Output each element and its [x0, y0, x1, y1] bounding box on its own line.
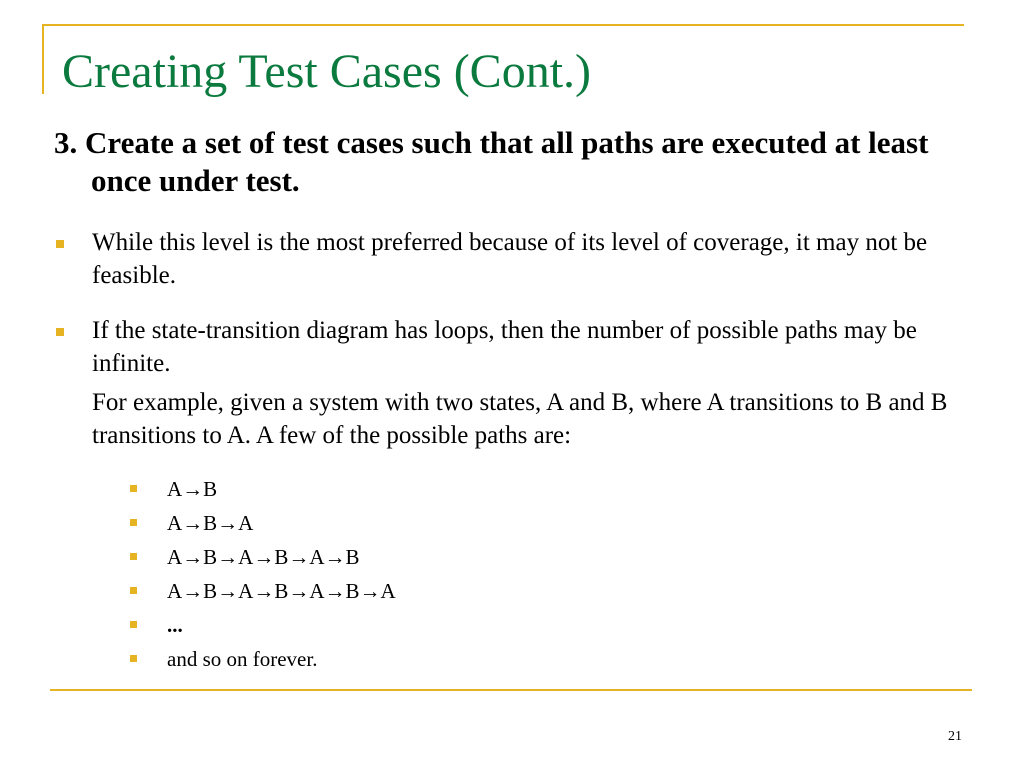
paths-list — [130, 472, 396, 676]
example-paragraph: For example, given a system with two states, A and B, where A transitions to B and B transitions to A. A few of the possible paths are: — [92, 389, 948, 449]
bullet-item — [54, 226, 964, 292]
path-text: A→B — [167, 477, 218, 501]
square-bullet-icon — [130, 553, 137, 560]
list-item — [130, 642, 396, 676]
list-item — [130, 608, 396, 642]
left-border-line — [42, 24, 44, 94]
page-number: 21 — [948, 729, 962, 744]
bullet-item — [54, 314, 964, 380]
path-text: A→B→A→B→A→B — [167, 545, 360, 569]
bottom-border-line — [50, 689, 972, 691]
square-bullet-icon — [130, 621, 137, 628]
square-bullet-icon — [56, 328, 64, 336]
path-text: A→B→A→B→A→B→A — [167, 579, 396, 603]
square-bullet-icon — [130, 587, 137, 594]
slide-heading: 3. Create a set of test cases such that all paths are executed at least once under test. — [54, 125, 929, 198]
list-item — [130, 574, 396, 608]
top-border-line — [42, 24, 964, 26]
path-text: ... — [167, 613, 183, 637]
path-text: A→B→A — [167, 511, 254, 535]
list-item — [130, 506, 396, 540]
path-text: and so on forever. — [167, 647, 318, 671]
slide-title: Creating Test Cases (Cont.) — [62, 45, 592, 98]
square-bullet-icon — [130, 485, 137, 492]
bullet-text: While this level is the most preferred because of its level of coverage, it may not be feasible. — [92, 229, 928, 289]
list-item — [130, 472, 396, 506]
list-item — [130, 540, 396, 574]
square-bullet-icon — [56, 240, 64, 248]
bullet-text: If the state-transition diagram has loops, then the number of possible paths may be infinite. — [92, 317, 917, 377]
square-bullet-icon — [130, 655, 137, 662]
square-bullet-icon — [130, 519, 137, 526]
